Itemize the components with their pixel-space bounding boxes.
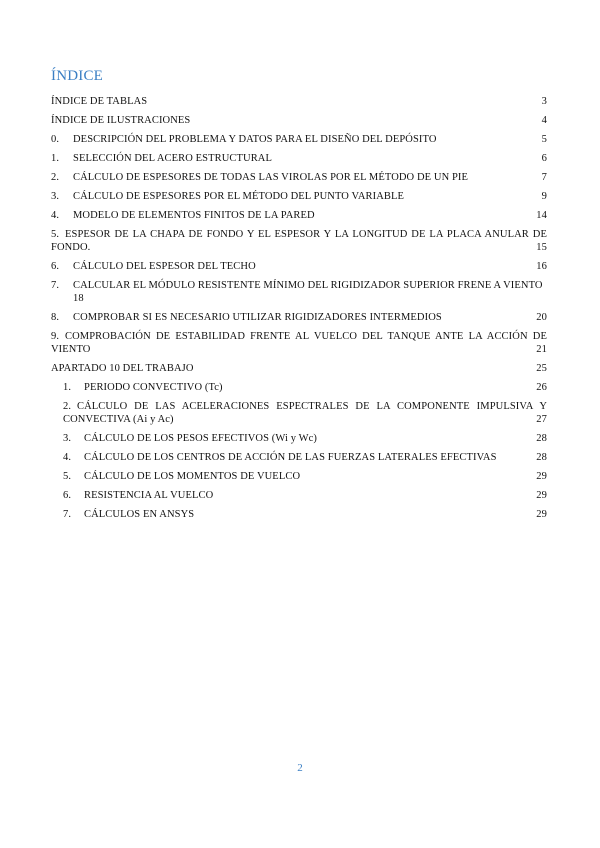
- toc-subentry-number: 7.: [63, 509, 72, 520]
- toc-subentry[interactable]: [51, 451, 547, 464]
- toc-entry-page: 7: [541, 172, 547, 183]
- toc-entry-text: ÍNDICE DE ILUSTRACIONES: [51, 115, 191, 126]
- toc-subentry-extra: (Ai y Ac): [133, 414, 174, 425]
- toc-entry-text: APARTADO 10 DEL TRABAJO: [51, 363, 194, 374]
- toc-subentry-number: 3.: [63, 433, 72, 444]
- toc-subentry-text: CÁLCULO DE LAS ACELERACIONES ESPECTRALES DE LA COMPONENTE IMPULSIVA Y CONVECTIVA: [63, 401, 547, 425]
- toc-entry[interactable]: [51, 209, 547, 222]
- toc-entry-text: COMPROBAR SI ES NECESARIO UTILIZAR RIGIDIZADORES INTERMEDIOS: [73, 312, 442, 323]
- toc-entry-number: 8.: [51, 312, 60, 323]
- toc-entry-page: 25: [536, 363, 547, 374]
- toc-subentry-text: CÁLCULO DE LOS MOMENTOS DE VUELCO: [84, 471, 301, 482]
- toc-entry-page: 15: [536, 242, 547, 253]
- toc-subentry-page: 28: [536, 433, 547, 444]
- table-of-contents: [51, 95, 547, 527]
- toc-subentry[interactable]: [51, 470, 547, 483]
- toc-entry-page: 5: [541, 134, 547, 145]
- toc-title: ÍNDICE: [51, 68, 104, 84]
- toc-entry-text: MODELO DE ELEMENTOS FINITOS DE LA PARED: [73, 210, 315, 221]
- toc-subentry[interactable]: [51, 432, 547, 445]
- toc-entry-number: 3.: [51, 191, 60, 202]
- toc-subentry-page: 29: [536, 471, 547, 482]
- toc-entry[interactable]: [51, 279, 547, 305]
- toc-subentry[interactable]: [51, 489, 547, 502]
- toc-entry[interactable]: [51, 133, 547, 146]
- toc-subentry-page: 27: [536, 414, 547, 425]
- toc-subentry-extra: (Wi y Wc): [271, 433, 317, 444]
- toc-subentry-number: 4.: [63, 452, 72, 463]
- toc-entry-text: DESCRIPCIÓN DEL PROBLEMA Y DATOS PARA EL DISEÑO DEL DEPÓSITO: [73, 134, 437, 145]
- toc-subentry-text: PERIODO CONVECTIVO: [84, 382, 203, 393]
- toc-entry-number: 7.: [51, 280, 60, 291]
- toc-subentry-text: CÁLCULOS EN ANSYS: [84, 509, 195, 520]
- toc-entry-page: 4: [541, 115, 547, 126]
- page-number: 2: [297, 762, 303, 774]
- toc-entry[interactable]: [51, 190, 547, 203]
- toc-entry[interactable]: [51, 362, 547, 375]
- toc-entry-text: ÍNDICE DE TABLAS: [51, 96, 148, 107]
- toc-entry-text: CÁLCULO DE ESPESORES POR EL MÉTODO DEL PUNTO VARIABLE: [73, 191, 405, 202]
- toc-entry-number: 5.: [51, 229, 60, 240]
- toc-subentry-content: [63, 400, 547, 426]
- toc-entry-text: CALCULAR EL MÓDULO RESISTENTE MÍNIMO DEL RIGIDIZADOR SUPERIOR FRENE A VIENTO: [73, 280, 543, 291]
- toc-subentry-extra: (Tc): [204, 382, 223, 393]
- toc-entry-page: 20: [536, 312, 547, 323]
- toc-subentry-page: 29: [536, 509, 547, 520]
- toc-entry-content: [51, 330, 547, 356]
- toc-subentry-page: 29: [536, 490, 547, 501]
- toc-entry-page: 16: [536, 261, 547, 272]
- toc-subentry-number: 6.: [63, 490, 72, 501]
- toc-entry-content: [51, 228, 547, 254]
- toc-entry-continuation: 18: [73, 293, 84, 304]
- toc-subentry-text: CÁLCULO DE LOS CENTROS DE ACCIÓN DE LAS FUERZAS LATERALES EFECTIVAS: [84, 452, 497, 463]
- toc-entry[interactable]: [51, 260, 547, 273]
- toc-entry[interactable]: [51, 171, 547, 184]
- toc-subentry-number: 5.: [63, 471, 72, 482]
- toc-subentry-number: 1.: [63, 382, 72, 393]
- toc-entry[interactable]: [51, 114, 547, 127]
- toc-entry-number: 2.: [51, 172, 60, 183]
- toc-subentry-page: 28: [536, 452, 547, 463]
- toc-subentry-text: CÁLCULO DE LOS PESOS EFECTIVOS: [84, 433, 270, 444]
- toc-entry-number: 9.: [51, 331, 60, 342]
- toc-entry-text: COMPROBACIÓN DE ESTABILIDAD FRENTE AL VUELCO DEL TANQUE ANTE LA ACCIÓN DE VIENTO: [51, 331, 547, 355]
- toc-entry-number: 0.: [51, 134, 60, 145]
- toc-entry-text: CÁLCULO DE ESPESORES DE TODAS LAS VIROLAS POR EL MÉTODO DE UN PIE: [73, 172, 469, 183]
- toc-entry-text: ESPESOR DE LA CHAPA DE FONDO Y EL ESPESOR Y LA LONGITUD DE LA PLACA ANULAR DE FONDO.: [51, 229, 547, 253]
- toc-subentry-page: 26: [536, 382, 547, 393]
- toc-subentry[interactable]: [51, 381, 547, 394]
- toc-entry-number: 6.: [51, 261, 60, 272]
- toc-entry-text: SELECCIÓN DEL ACERO ESTRUCTURAL: [73, 153, 273, 164]
- toc-entry-number: 4.: [51, 210, 60, 221]
- toc-entry[interactable]: [51, 311, 547, 324]
- toc-subentry[interactable]: [51, 400, 547, 426]
- toc-entry[interactable]: [51, 95, 547, 108]
- toc-entry-number: 1.: [51, 153, 60, 164]
- toc-entry[interactable]: [51, 228, 547, 254]
- toc-entry-page: 9: [541, 191, 547, 202]
- toc-entry[interactable]: [51, 330, 547, 356]
- toc-subentry-number: 2.: [63, 401, 72, 412]
- toc-entry-text: CÁLCULO DEL ESPESOR DEL TECHO: [73, 261, 256, 272]
- toc-subentry[interactable]: [51, 508, 547, 521]
- toc-entry-page: 3: [541, 96, 547, 107]
- toc-subentry-text: RESISTENCIA AL VUELCO: [84, 490, 214, 501]
- toc-entry-page: 14: [536, 210, 547, 221]
- toc-entry-page: 6: [541, 153, 547, 164]
- toc-entry[interactable]: [51, 152, 547, 165]
- toc-entry-page: 21: [536, 344, 547, 355]
